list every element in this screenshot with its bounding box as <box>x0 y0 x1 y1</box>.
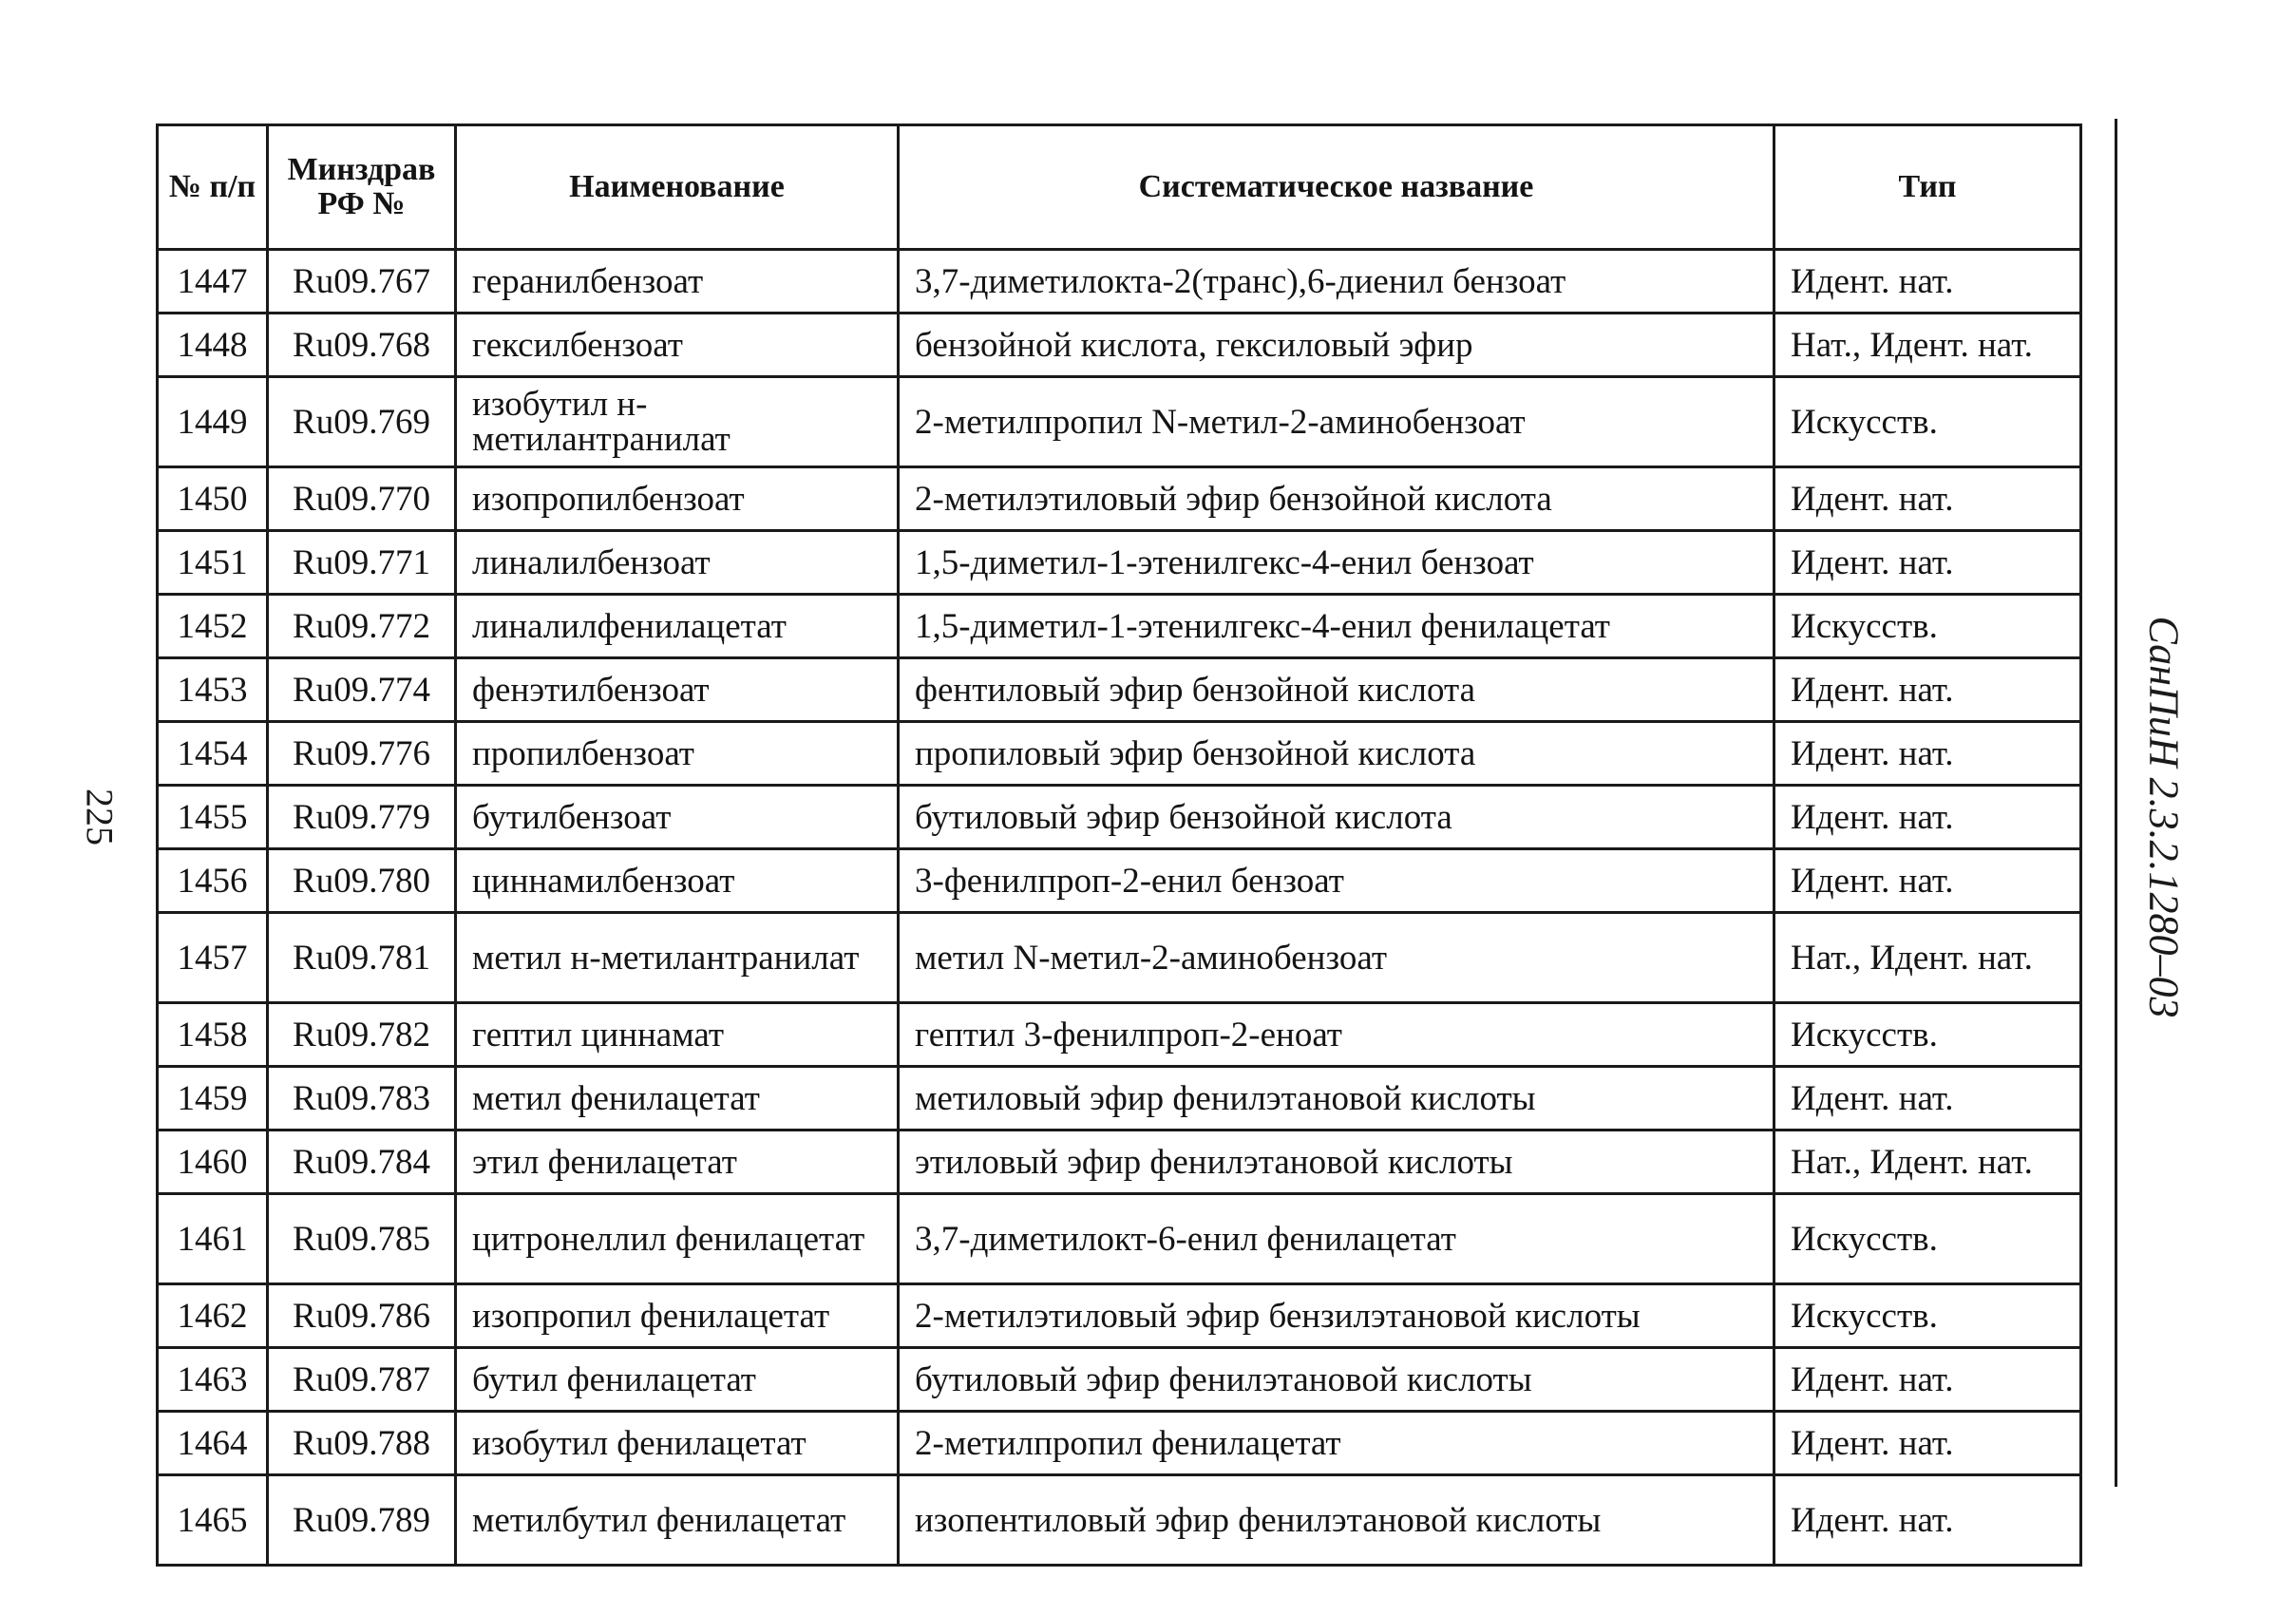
cell-type: Идент. нат. <box>1774 786 2081 849</box>
cell-name: изобутил фенилацетат <box>456 1412 899 1475</box>
table-header-row <box>158 125 2081 250</box>
cell-code: Ru09.783 <box>268 1067 456 1130</box>
cell-type: Идент. нат. <box>1774 1412 2081 1475</box>
page-number-text: 225 <box>78 788 122 846</box>
cell-num: 1449 <box>158 377 268 467</box>
cell-num: 1465 <box>158 1475 268 1566</box>
cell-code: Ru09.789 <box>268 1475 456 1566</box>
cell-type: Идент. нат. <box>1774 467 2081 531</box>
cell-num: 1458 <box>158 1003 268 1067</box>
table-row <box>158 1194 2081 1284</box>
cell-systematic: бензойной кислота, гексиловый эфир <box>899 314 1774 377</box>
table-row <box>158 1067 2081 1130</box>
table-row <box>158 1003 2081 1067</box>
cell-code: Ru09.780 <box>268 849 456 913</box>
cell-code: Ru09.787 <box>268 1348 456 1412</box>
table-row <box>158 531 2081 595</box>
cell-type: Искусств. <box>1774 1194 2081 1284</box>
cell-systematic: 3,7-диметилокта-2(транс),6-диенил бензоат <box>899 250 1774 314</box>
table-row <box>158 658 2081 722</box>
cell-name: метил фенилацетат <box>456 1067 899 1130</box>
table-row <box>158 314 2081 377</box>
cell-num: 1460 <box>158 1130 268 1194</box>
cell-type: Нат., Идент. нат. <box>1774 1130 2081 1194</box>
cell-code: Ru09.784 <box>268 1130 456 1194</box>
cell-name: изобутил н-метилантранилат <box>456 377 899 467</box>
table-body <box>158 250 2081 1566</box>
cell-code: Ru09.785 <box>268 1194 456 1284</box>
table-row <box>158 1475 2081 1566</box>
cell-type: Идент. нат. <box>1774 1067 2081 1130</box>
cell-type: Идент. нат. <box>1774 531 2081 595</box>
cell-systematic: 1,5-диметил-1-этенилгекс-4-енил фенилацетат <box>899 595 1774 658</box>
cell-num: 1454 <box>158 722 268 786</box>
cell-systematic: бутиловый эфир фенилэтановой кислоты <box>899 1348 1774 1412</box>
cell-systematic: изопентиловый эфир фенилэтановой кислоты <box>899 1475 1774 1566</box>
cell-name: гексилбензоат <box>456 314 899 377</box>
cell-num: 1452 <box>158 595 268 658</box>
cell-name: гептил циннамат <box>456 1003 899 1067</box>
cell-code: Ru09.776 <box>268 722 456 786</box>
cell-name: линалилбензоат <box>456 531 899 595</box>
table-row <box>158 722 2081 786</box>
cell-name: пропилбензоат <box>456 722 899 786</box>
document-code-text: СанПиН 2.3.2.1280–03 <box>2140 616 2188 1018</box>
cell-name: метил н-метилантранилат <box>456 913 899 1003</box>
cell-systematic: 3-фенилпроп-2-енил бензоат <box>899 849 1774 913</box>
cell-num: 1447 <box>158 250 268 314</box>
cell-code: Ru09.781 <box>268 913 456 1003</box>
cell-type: Искусств. <box>1774 1003 2081 1067</box>
cell-num: 1456 <box>158 849 268 913</box>
cell-systematic: 2-метилэтиловый эфир бензойной кислота <box>899 467 1774 531</box>
cell-num: 1448 <box>158 314 268 377</box>
cell-systematic: 3,7-диметилокт-6-енил фенилацетат <box>899 1194 1774 1284</box>
cell-code: Ru09.768 <box>268 314 456 377</box>
cell-num: 1450 <box>158 467 268 531</box>
cell-num: 1461 <box>158 1194 268 1284</box>
cell-num: 1457 <box>158 913 268 1003</box>
cell-type: Идент. нат. <box>1774 250 2081 314</box>
cell-systematic: метиловый эфир фенилэтановой кислоты <box>899 1067 1774 1130</box>
table-row <box>158 377 2081 467</box>
table-row <box>158 1348 2081 1412</box>
cell-systematic: этиловый эфир фенилэтановой кислоты <box>899 1130 1774 1194</box>
cell-systematic: бутиловый эфир бензойной кислота <box>899 786 1774 849</box>
cell-name: цитронеллил фенилацетат <box>456 1194 899 1284</box>
table-row <box>158 1284 2081 1348</box>
cell-type: Идент. нат. <box>1774 658 2081 722</box>
cell-systematic: фентиловый эфир бензойной кислота <box>899 658 1774 722</box>
table-row <box>158 1130 2081 1194</box>
cell-type: Искусств. <box>1774 377 2081 467</box>
margin-rule <box>2115 119 2117 1487</box>
cell-name: этил фенилацетат <box>456 1130 899 1194</box>
cell-code: Ru09.767 <box>268 250 456 314</box>
table-row <box>158 913 2081 1003</box>
cell-code: Ru09.771 <box>268 531 456 595</box>
cell-name: метилбутил фенилацетат <box>456 1475 899 1566</box>
header-systematic: Систематическое название <box>899 125 1774 250</box>
cell-code: Ru09.788 <box>268 1412 456 1475</box>
cell-num: 1453 <box>158 658 268 722</box>
header-num: № п/п <box>158 125 268 250</box>
cell-num: 1462 <box>158 1284 268 1348</box>
header-type: Тип <box>1774 125 2081 250</box>
cell-code: Ru09.769 <box>268 377 456 467</box>
cell-name: изопропил фенилацетат <box>456 1284 899 1348</box>
cell-code: Ru09.786 <box>268 1284 456 1348</box>
table-row <box>158 467 2081 531</box>
table-row <box>158 849 2081 913</box>
cell-type: Идент. нат. <box>1774 1475 2081 1566</box>
cell-name: геранилбензоат <box>456 250 899 314</box>
cell-code: Ru09.774 <box>268 658 456 722</box>
header-code: Минздрав РФ № <box>268 125 456 250</box>
cell-systematic: 2-метилпропил фенилацетат <box>899 1412 1774 1475</box>
cell-type: Идент. нат. <box>1774 849 2081 913</box>
cell-systematic: метил N-метил-2-аминобензоат <box>899 913 1774 1003</box>
cell-systematic: 1,5-диметил-1-этенилгекс-4-енил бензоат <box>899 531 1774 595</box>
cell-type: Идент. нат. <box>1774 1348 2081 1412</box>
cell-name: фенэтилбензоат <box>456 658 899 722</box>
cell-name: изопропилбензоат <box>456 467 899 531</box>
table-row <box>158 786 2081 849</box>
cell-type: Нат., Идент. нат. <box>1774 913 2081 1003</box>
cell-systematic: 2-метилэтиловый эфир бензилэтановой кислоты <box>899 1284 1774 1348</box>
cell-systematic: 2-метилпропил N-метил-2-аминобензоат <box>899 377 1774 467</box>
cell-code: Ru09.782 <box>268 1003 456 1067</box>
cell-systematic: гептил 3-фенилпроп-2-еноат <box>899 1003 1774 1067</box>
table-row <box>158 595 2081 658</box>
cell-type: Искусств. <box>1774 1284 2081 1348</box>
cell-num: 1451 <box>158 531 268 595</box>
cell-type: Идент. нат. <box>1774 722 2081 786</box>
cell-num: 1464 <box>158 1412 268 1475</box>
cell-name: линалилфенилацетат <box>456 595 899 658</box>
cell-num: 1455 <box>158 786 268 849</box>
header-name: Наименование <box>456 125 899 250</box>
cell-systematic: пропиловый эфир бензойной кислота <box>899 722 1774 786</box>
cell-type: Нат., Идент. нат. <box>1774 314 2081 377</box>
cell-code: Ru09.779 <box>268 786 456 849</box>
cell-code: Ru09.772 <box>268 595 456 658</box>
cell-code: Ru09.770 <box>268 467 456 531</box>
table-row <box>158 250 2081 314</box>
table-row <box>158 1412 2081 1475</box>
cell-num: 1463 <box>158 1348 268 1412</box>
substances-table <box>156 124 2082 1567</box>
cell-name: циннамилбензоат <box>456 849 899 913</box>
cell-name: бутил фенилацетат <box>456 1348 899 1412</box>
cell-num: 1459 <box>158 1067 268 1130</box>
cell-name: бутилбензоат <box>456 786 899 849</box>
cell-type: Искусств. <box>1774 595 2081 658</box>
